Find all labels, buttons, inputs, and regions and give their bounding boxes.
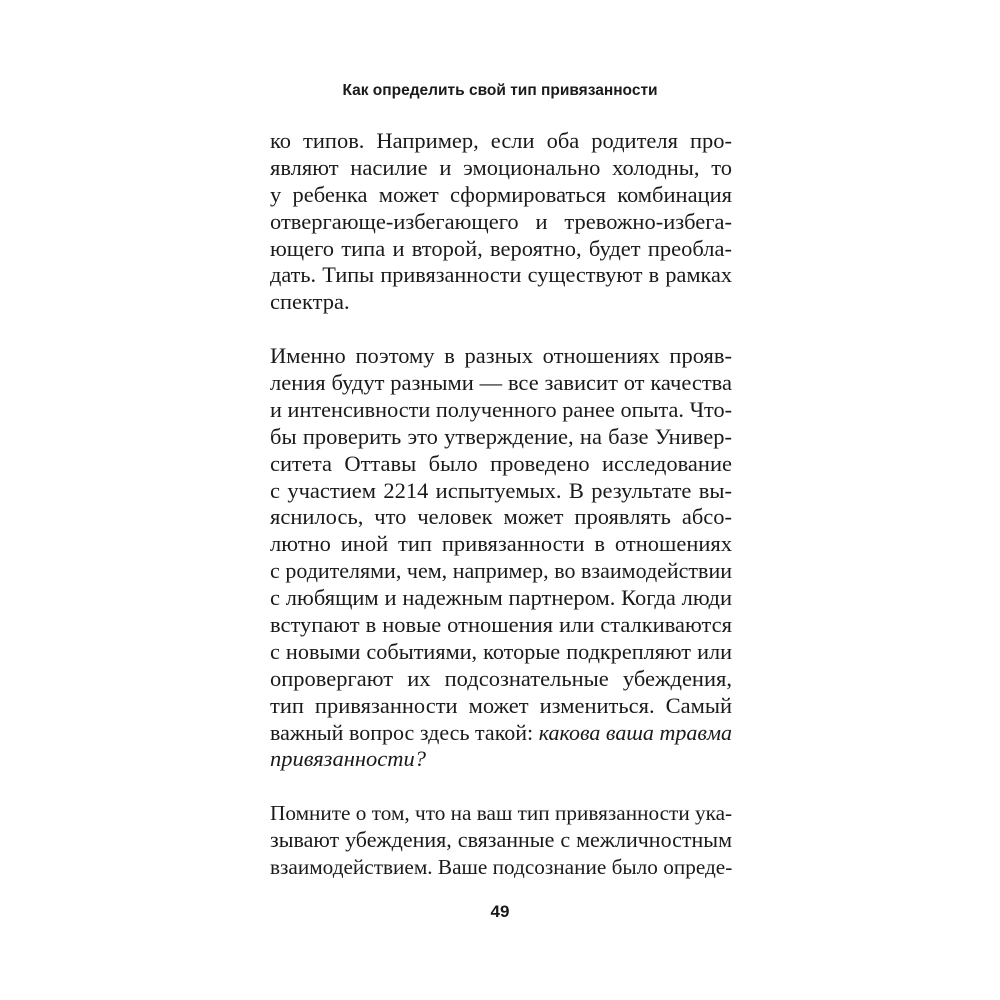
text-line: и интенсивности полученного ранее опыта. Что- bbox=[270, 396, 732, 422]
text-run: важный вопрос здесь такой: bbox=[270, 719, 539, 745]
text-line: с родителями, чем, например, во взаимодействии bbox=[270, 558, 732, 584]
text-line: с участием 2214 испытуемых. В результате вы- bbox=[270, 477, 732, 503]
text-line: зывают убеждения, связанные с межличностным bbox=[270, 827, 732, 853]
paragraph-gap bbox=[270, 773, 732, 800]
text-line: опровергают их подсознательные убеждения, bbox=[270, 665, 732, 691]
running-head: Как определить свой тип привязанности bbox=[342, 82, 658, 99]
text-line bbox=[270, 720, 732, 747]
text-line: с любящим и надежным партнером. Когда люди bbox=[270, 585, 732, 611]
paragraph-2 bbox=[270, 343, 732, 773]
paragraph-gap bbox=[270, 316, 732, 343]
page-number: 49 bbox=[490, 902, 510, 921]
text-line: яснилось, что человек может проявлять абсо- bbox=[270, 504, 732, 530]
paragraph-1 bbox=[270, 128, 732, 316]
text-line: ления будут разными — все зависит от качества bbox=[270, 370, 732, 396]
text-line: у ребенка может сформироваться комбинация bbox=[270, 181, 732, 207]
text-line: Помните о том, что на ваш тип привязанности ука- bbox=[270, 801, 733, 826]
text-line: ситета Оттавы было проведено исследование bbox=[270, 450, 732, 476]
text-line: отвергающе-избегающего и тревожно-избега- bbox=[270, 208, 732, 234]
text-line: взаимодействием. Ваше подсознание было опреде- bbox=[270, 855, 733, 880]
body-text bbox=[270, 128, 732, 881]
paragraph-3 bbox=[270, 800, 732, 881]
text-line: ко типов. Например, если оба родителя про- bbox=[270, 128, 732, 153]
italic-text: какова ваша травма bbox=[538, 719, 732, 745]
text-line: спектра. bbox=[270, 289, 350, 315]
text-line: вступают в новые отношения или сталкиваются bbox=[270, 612, 732, 638]
text-line: Именно поэтому в разных отношениях прояв- bbox=[270, 343, 732, 369]
text-line: являют насилие и эмоционально холодны, то bbox=[270, 154, 732, 180]
italic-text-line: привязанности? bbox=[270, 746, 427, 772]
text-line: бы проверить это утверждение, на базе Универ- bbox=[270, 423, 732, 449]
text-line: тип привязанности может измениться. Самый bbox=[270, 692, 732, 718]
text-line: дать. Типы привязанности существуют в рамках bbox=[270, 262, 732, 288]
text-line: с новыми событиями, которые подкрепляют или bbox=[270, 638, 732, 664]
text-line: ющего типа и второй, вероятно, будет преобла- bbox=[270, 235, 732, 261]
text-line: лютно иной тип привязанности в отношениях bbox=[270, 531, 732, 557]
